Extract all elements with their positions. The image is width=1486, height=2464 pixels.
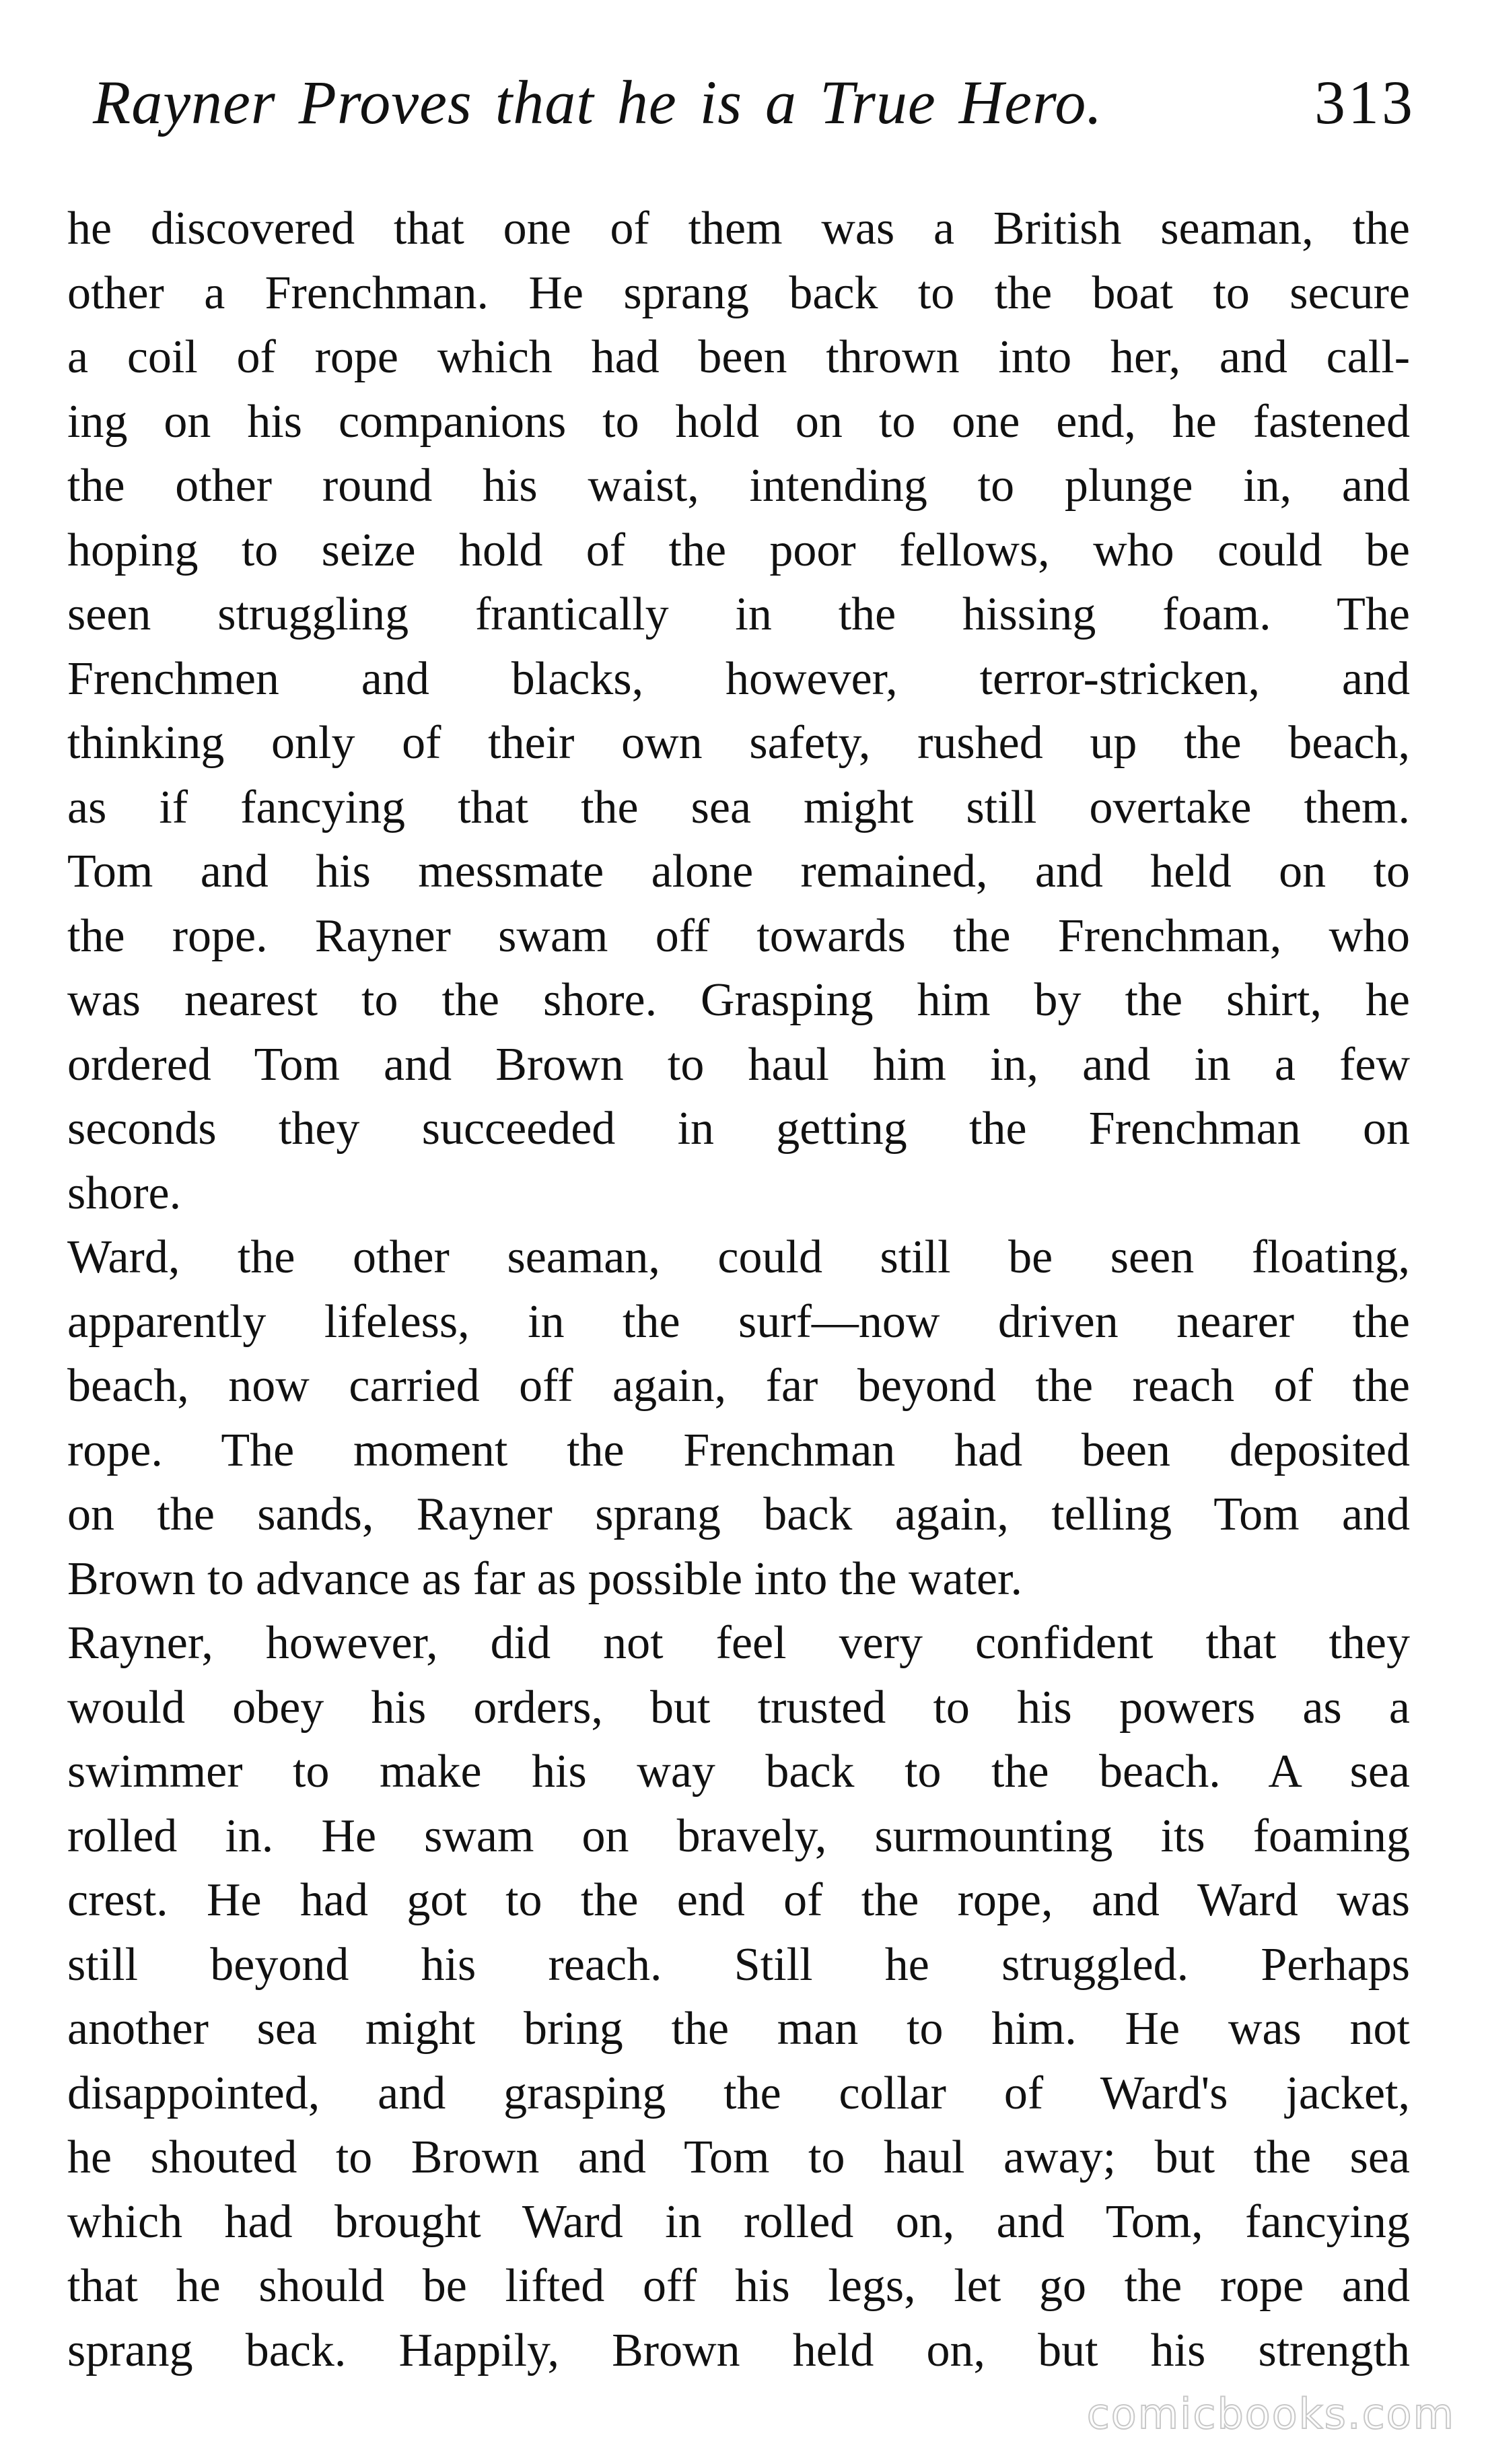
text-line: shore. (67, 1167, 182, 1219)
text-line: crest. He had got to the end of the rope, and Ward was (67, 1874, 1410, 1926)
text-line: a coil of rope which had been thrown into her, and call- (67, 331, 1410, 383)
text-line: seconds they succeeded in getting the Frenchman on (67, 1103, 1410, 1155)
text-line: as if fancying that the sea might still overtake them. (67, 781, 1410, 833)
text-line: rope. The moment the Frenchman had been deposited (67, 1424, 1410, 1476)
text-line: sprang back. Happily, Brown held on, but his strength (67, 2324, 1410, 2376)
text-line: seen struggling frantically in the hissing foam. The (67, 588, 1410, 640)
text-line: would obey his orders, but trusted to his powers as a (67, 1681, 1410, 1734)
text-line: Rayner, however, did not feel very confident that they (67, 1617, 1410, 1669)
text-line: ing on his companions to hold on to one end, he fastened (67, 395, 1410, 448)
text-line: hoping to seize hold of the poor fellows, who could be (67, 524, 1410, 576)
text-line: the other round his waist, intending to plunge in, and (67, 460, 1410, 512)
text-line: beach, now carried off again, far beyond the reach of the (67, 1360, 1410, 1412)
running-head (93, 62, 1415, 143)
text-line: he shouted to Brown and Tom to haul away; but the sea (67, 2131, 1410, 2183)
text-line: rolled in. He swam on bravely, surmounting its foaming (67, 1810, 1410, 1862)
text-line: Ward, the other seaman, could still be seen floating, (67, 1231, 1410, 1283)
text-line: on the sands, Rayner sprang back again, telling Tom and (67, 1488, 1410, 1540)
text-line: he discovered that one of them was a British seaman, the (67, 203, 1410, 254)
text-line: which had brought Ward in rolled on, and Tom, fancying (67, 2195, 1410, 2248)
page-number: 313 (1314, 68, 1415, 137)
watermark: comicbooks.com (1086, 2389, 1455, 2438)
text-line: Tom and his messmate alone remained, and held on to (67, 846, 1410, 897)
text-line: still beyond his reach. Still he struggled. Perhaps (67, 1938, 1410, 1991)
running-title: Rayner Proves that he is a True Hero. (93, 68, 1103, 137)
text-line: swimmer to make his way back to the beach. A sea (67, 1746, 1410, 1798)
text-line: that he should be lifted off his legs, let go the rope and (67, 2260, 1410, 2312)
text-line: other a Frenchman. He sprang back to the boat to secure (67, 267, 1410, 319)
text-line: the rope. Rayner swam off towards the Frenchman, who (67, 910, 1410, 962)
text-line: apparently lifeless, in the surf—now driven nearer the (67, 1295, 1410, 1348)
text-line: ordered Tom and Brown to haul him in, and in a few (67, 1038, 1410, 1091)
text-line: was nearest to the shore. Grasping him by the shirt, he (67, 974, 1410, 1026)
text-line: disappointed, and grasping the collar of Ward's jacket, (67, 2067, 1410, 2119)
body-text (67, 197, 1410, 2383)
text-line: another sea might bring the man to him. He was not (67, 2003, 1410, 2055)
text-line: thinking only of their own safety, rushed up the beach, (67, 717, 1410, 769)
text-line: Brown to advance as far as possible into the water. (67, 1552, 1023, 1605)
text-line: Frenchmen and blacks, however, terror-stricken, and (67, 652, 1410, 705)
